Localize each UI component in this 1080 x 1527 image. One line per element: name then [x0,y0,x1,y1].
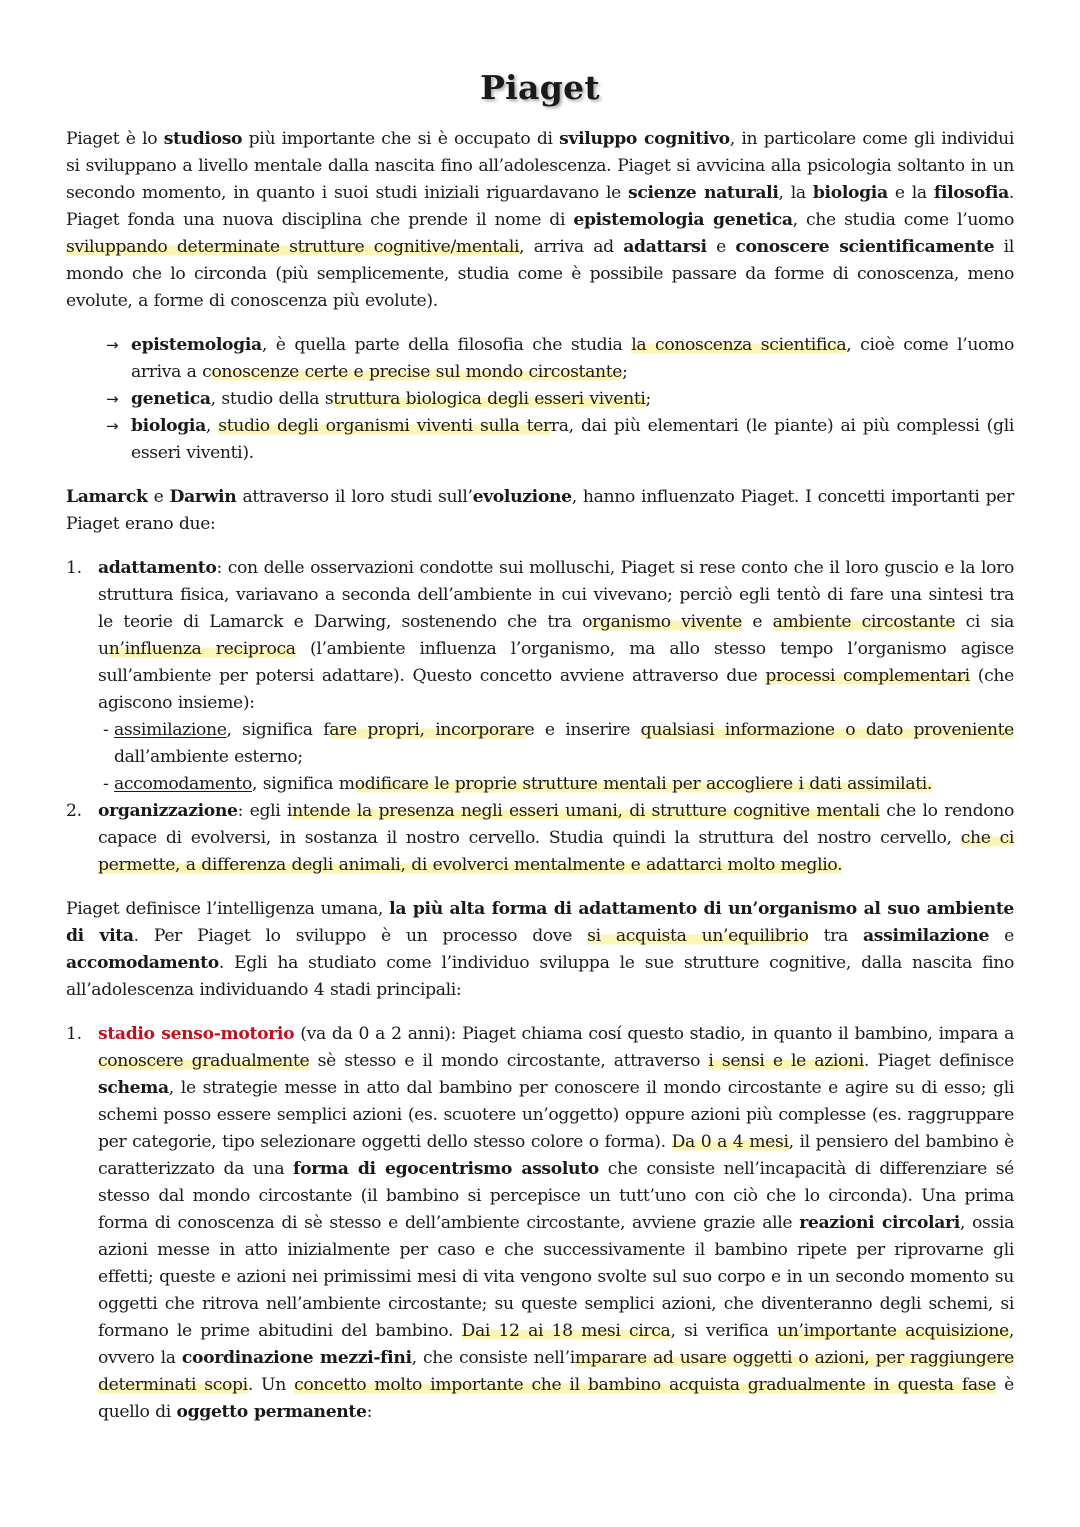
concept-text [98,798,1014,879]
list-number: 2. [66,801,82,821]
text: che lo rendono capace di evolversi, in sostanza il nostro cervello. Studia quindi la struttura del nostro cervello, [98,801,1014,848]
right-arrow-icon: → [106,417,119,435]
text: attraverso il loro studi sull’ [236,487,473,507]
highlighted-text: si acquista un’equilibrio [587,926,809,946]
text: , che studia come l’uomo [792,210,1014,230]
influence-paragraph [66,484,1014,538]
bold-term: adattarsi [623,237,707,257]
right-arrow-icon: → [106,390,119,408]
list-number: 1. [66,1024,82,1044]
concept-text [98,555,1014,717]
text: , ovvero la [98,1321,1014,1368]
text: , il pensiero del bambino è caratterizzato da una [98,1132,1014,1179]
highlighted-text: are propri, incorporar [329,720,525,740]
highlighted-text: la conoscenza scientifica [631,335,847,355]
bold-term: sviluppo cognitivo [559,129,730,149]
text: ra, dai più elementari (le piante) ai più complessi (gli esseri viventi). [131,416,1014,463]
page-title: Piaget [480,68,600,107]
bold-term: schema [98,1078,169,1098]
bold-term: la più alta forma di adattamento di un’organismo al suo ambiente di vita [66,899,1014,946]
concept-item-adattamento [66,555,1014,798]
bold-term: Lamarck [66,487,148,507]
text: , che consiste nell’i [411,1348,575,1368]
stage-heading: stadio senso-motorio [98,1024,295,1044]
bold-term: oggetto permanente [176,1402,367,1422]
text: , cioè come l’uomo arriva a c [131,335,1014,382]
concept-item-organizzazione [66,798,1014,879]
intro-paragraph [66,126,1014,315]
highlighted-text: conoscere gradualmente [98,1051,310,1071]
text: e la [887,183,934,203]
text: Piaget definisce l’intelligenza umana, [66,899,390,919]
text: tra [808,926,863,946]
intelligence-paragraph [66,896,1014,1004]
text: , in particolare come gli individui si sviluppano a livello mentale dalla nascita fino all’adolescenza. Piaget si avvicina alla psicologia soltanto in un secondo momento, in quanto i suoi studi iniziali riguardavano le [66,129,1014,203]
bold-term: scienze naturali [628,183,779,203]
bold-term: accomodamento [66,953,219,973]
bold-term: organizzazione [98,801,238,821]
definition-item-epistemologia [106,332,1014,386]
highlighted-text: i sensi e le azioni [708,1051,864,1071]
bold-term: filosofia [933,183,1009,203]
text: e [706,237,736,257]
definitions-list [66,332,1014,467]
dash-bullet: - [103,720,109,740]
text: , si verifica [670,1321,778,1341]
right-arrow-icon: → [106,336,119,354]
text: . Piaget fonda una nuova disciplina che prende il nome di [66,183,1014,230]
text: (che agiscono insieme): [98,666,1014,713]
highlighted-text: ambiente circostante [772,612,956,632]
bold-term: genetica [131,389,211,409]
text: e [989,926,1014,946]
highlighted-text: un’importante acquisizione [777,1321,1009,1341]
stage-text [98,1021,1014,1426]
text: . Egli ha studiato come l’individuo sviluppa le sue strutture cognitive, dalla nascita fino all’adolescenza individuando 4 stadi principali: [66,953,1014,1000]
text: . Un [247,1375,295,1395]
bold-term: biologia [131,416,206,436]
bold-term: conoscere scientificamente [735,237,995,257]
highlighted-text: processi complementari [765,666,970,686]
highlighted-text: ntende la presenza negli esseri umani, di strutture cognitive mentali [292,801,880,821]
bold-term: Darwin [169,487,237,507]
text: , arriva ad [519,237,624,257]
sub-item-accomodamento [98,771,1014,798]
text: il mondo che lo circonda (più semplicemente, studia come è possibile passare da forme di conoscenza, meno evolute, a forme di conoscenza più evolute). [66,237,1014,311]
text: , significa m [252,774,355,794]
highlighted-text: mparare ad usare oggetti o azioni, per raggiungere determinati scopi [98,1348,1014,1395]
text: sè stesso e il mondo circostante, attraverso [309,1051,709,1071]
bold-term: adattamento [98,558,217,578]
highlighted-text: odificare le proprie strutture mentali per accogliere i dati assimilati. [354,774,933,794]
concepts-list [66,555,1014,879]
highlighted-text: qualsiasi informazione o dato proveniente [640,720,1014,740]
sub-item-assimilazione [98,717,1014,771]
text: : con delle osservazioni condotte sui molluschi, Piaget si rese conto che il loro guscio e la loro struttura fisica, variavano a seconda dell’ambiente in cui vivevano; perciò egli tentò di fare una sintesi tra le teorie di Lamarck e Darwing, sostenendo che tra o [98,558,1014,632]
bold-term: assimilazione [863,926,990,946]
bold-term: epistemologia genetica [573,210,793,230]
bold-term: biologia [812,183,888,203]
text: , studio della s [210,389,334,409]
stage-item-senso-motorio [66,1021,1014,1426]
text: ; [622,362,628,382]
definition-item-genetica [106,386,1014,413]
text: , la [778,183,813,203]
text: : [366,1402,373,1422]
text: , ossia azioni messe in atto inizialmente per caso e che successivamente il bambino ripete per riprovarne gli effetti; queste e azioni nei primissimi mesi di vita vengono svolte sul suo corpo e in un secondo momento su oggetti che ritrova nell’ambiente circostante; su queste semplici azioni, che diventeranno degli schemi, si formano le prime abitudini del bambino. [98,1213,1014,1341]
text: dall’ambiente esterno; [114,747,303,767]
bold-term: reazioni circolari [799,1213,960,1233]
text: ci sia u [98,612,1014,659]
text: (va da 0 a 2 anni): Piaget chiama cosí questo stadio, in quanto il bambino, impara a [294,1024,1014,1044]
list-number: 1. [66,558,82,578]
text: ; [645,389,651,409]
text: : egli i [237,801,293,821]
highlighted-text: onoscenze certe e precise sul mondo circostante [211,362,623,382]
highlighted-text: studio degli organismi viventi sulla ter [218,416,551,436]
text: , hanno influenzato Piaget. I concetti importanti per Piaget erano due: [66,487,1014,534]
bold-term: evoluzione [472,487,572,507]
text: , le strategie messe in atto dal bambino per conoscere il mondo circostante e agire su di esso; gli schemi posso essere semplici azioni (es. scuotere un’oggetto) oppure azioni più complesse (es. raggruppare per categorie, tipo selezionare oggetti dello stesso colore o forma). [98,1078,1014,1152]
bold-term: coordinazione mezzi-fini [181,1348,412,1368]
text: (l’ambiente influenza l’organismo, ma allo stesso tempo l’organismo agisce sull’ambiente per potersi adattare). Questo concetto avviene attraverso due [98,639,1014,686]
highlighted-text: Dai 12 ai 18 mesi circa [461,1321,671,1341]
text: più importante che si è occupato di [242,129,560,149]
bold-term: studioso [163,129,243,149]
underlined-term: assimilazione [114,720,227,740]
text: e [147,487,170,507]
text: che consiste nell’incapacità di differenziare sé stesso dal mondo circostante (il bambino si percepisce un tutt’uno con ciò che lo circonda). Una prima forma di conoscenza di sè stesso e dell’ambiente circostante, avviene grazie alle [98,1159,1014,1233]
text: . Per Piaget lo sviluppo è un processo dove [133,926,588,946]
text: e [742,612,773,632]
highlighted-text: truttura biologica degli esseri viventi [333,389,646,409]
text: è quello di [98,1375,1015,1422]
text: , [205,416,219,436]
highlighted-text: concetto molto importante che il bambino acquista gradualmente in questa fase [294,1375,997,1395]
definition-item-biologia [106,413,1014,467]
highlighted-text: rganismo vivente [592,612,742,632]
dash-bullet: - [103,774,109,794]
text: e e inserire [524,720,641,740]
text: , significa f [226,720,330,740]
highlighted-text: che ci permette, a differenza degli animali, di evolverci mentalmente e adattarci molto meglio. [98,828,1014,875]
bold-term: epistemologia [131,335,262,355]
text: Piaget è lo [66,129,164,149]
underlined-term: accomodamento [114,774,252,794]
highlighted-text: n’influenza reciproca [108,639,296,659]
text: , è quella parte della filosofia che studia [261,335,632,355]
text: . Piaget definisce [863,1051,1014,1071]
stages-list [66,1021,1014,1426]
highlighted-text: Da 0 a 4 mesi [671,1132,789,1152]
highlighted-text: sviluppando determinate strutture cognitive/mentali [66,237,520,257]
bold-term: forma di egocentrismo assoluto [293,1159,599,1179]
